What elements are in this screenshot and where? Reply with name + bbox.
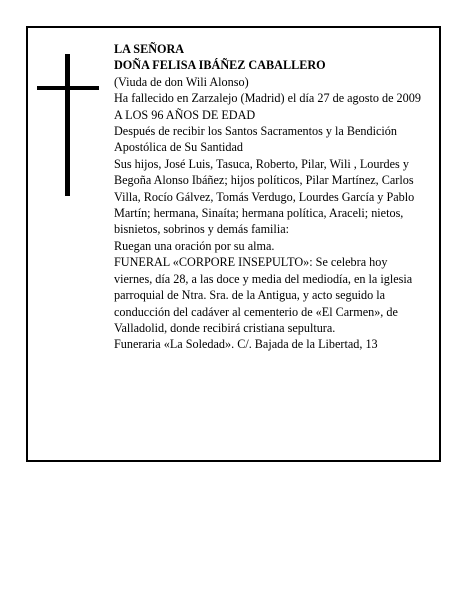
deceased-name: DOÑA FELISA IBÁÑEZ CABALLERO (114, 58, 326, 73)
cross-icon (37, 54, 99, 196)
age: A LOS 96 AÑOS DE EDAD (114, 107, 256, 122)
sacraments: Después de recibir los Santos Sacramentos y la Bendición Apostólica de Su Santidad (114, 124, 397, 155)
passing-notice: Ha fallecido en Zarzalejo (Madrid) el día 27 de agosto de 2009 (114, 91, 421, 106)
funeral-details: FUNERAL «CORPORE INSEPULTO»: Se celebra hoy viernes, día 28, a las doce y media del mediodía, en la iglesia parroquial de Ntra. Sra. de la Antigua, y acto seguido la conducción del cadáver al cementerio de «El Carmen», de Valladolid, donde recibirá cristiana sepultura. (114, 255, 413, 335)
widow-of: (Viuda de don Wili Alonso) (114, 74, 249, 89)
funeral-home: Funeraria «La Soledad». C/. Bajada de la Libertad, 13 (114, 337, 378, 352)
obituary-text (114, 41, 426, 353)
heading: LA SEÑORA (114, 42, 185, 56)
cross-horizontal-bar (37, 86, 99, 90)
cross-vertical-bar (65, 54, 70, 196)
family-list: Sus hijos, José Luis, Tasuca, Roberto, Pilar, Wili , Lourdes y Begoña Alonso Ibáñez; hijos políticos, Pilar Martínez, Carlos Villa, Rocío Gálvez, Tomás Verdugo, Lourdes García y Pablo Martín; hermana, Sinaíta; hermana política, Araceli; nietos, bisnietos, sobrinos y demás familia: (114, 156, 415, 237)
prayer-request: Ruegan una oración por su alma. (114, 238, 275, 253)
